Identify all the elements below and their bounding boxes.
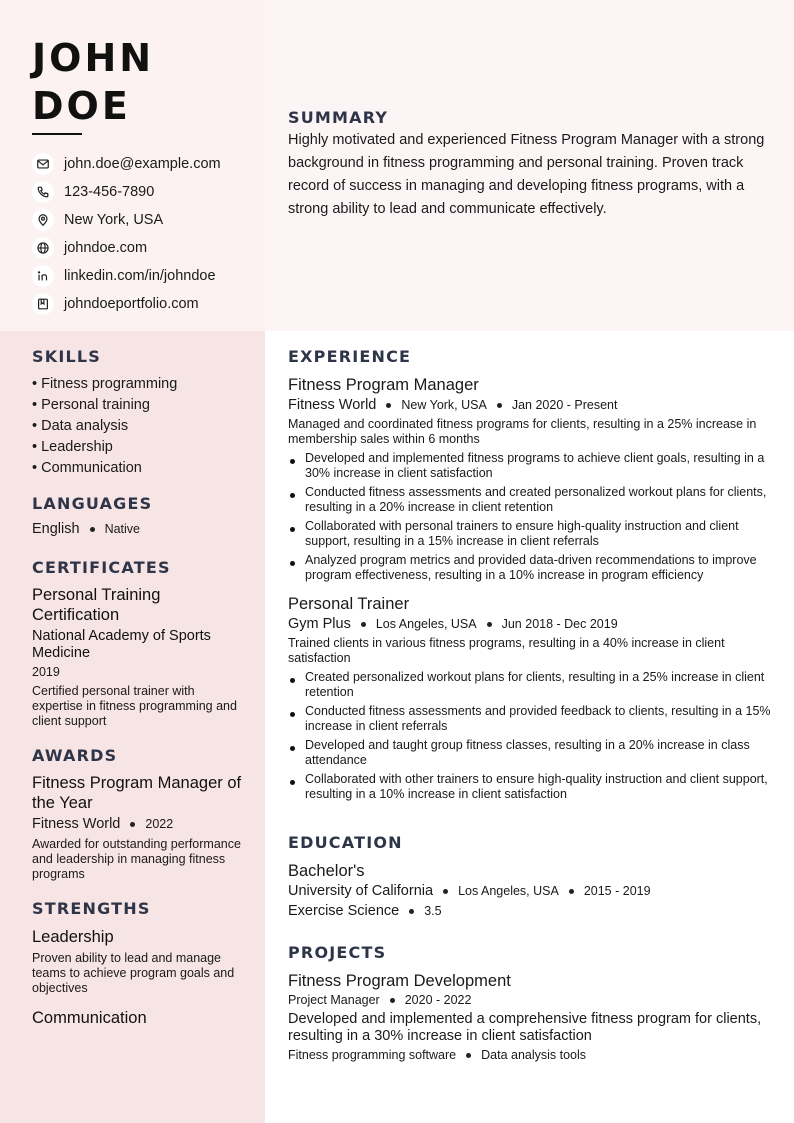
job-company: Gym Plus <box>288 616 351 632</box>
education-field-row <box>288 903 772 919</box>
project-tools <box>288 1048 772 1062</box>
summary-section <box>288 108 772 221</box>
skills-section <box>32 347 242 479</box>
separator-dot <box>466 1053 471 1058</box>
award-meta <box>32 816 242 832</box>
education-section <box>288 833 772 919</box>
project-description: Developed and implemented a comprehensive fitness program for clients, resulting in a 30% increase in client satisfaction <box>288 1011 762 1044</box>
strengths-section <box>32 899 242 1028</box>
project-title: Fitness Program Development <box>288 972 511 990</box>
education-field: Exercise Science <box>288 903 400 919</box>
award-title: Fitness Program Manager of the Year <box>32 774 242 812</box>
languages-heading: LANGUAGES <box>32 494 153 513</box>
project-meta <box>288 993 772 1007</box>
contact-text: john.doe@example.com <box>64 156 221 172</box>
separator-dot <box>487 622 492 627</box>
job-title: Fitness Program Manager <box>288 376 479 394</box>
name-first: JOHN <box>32 36 155 80</box>
language-name: English <box>32 521 80 537</box>
contact-linkedin[interactable] <box>32 262 221 290</box>
job-bullet: Collaborated with other trainers to ensure high-quality instruction and client support, resulting in a 10% increase in client satisfaction <box>288 772 772 802</box>
experience-section <box>288 347 772 806</box>
award-year: 2022 <box>145 817 174 831</box>
contact-list <box>32 150 221 318</box>
job-dates: Jun 2018 - Dec 2019 <box>501 617 618 631</box>
skill-item: • Data analysis <box>32 418 129 434</box>
job-description: Managed and coordinated fitness programs for clients, resulting in a 25% increase in membership sales within 6 months <box>288 417 757 446</box>
certificate-issuer: National Academy of Sports Medicine <box>32 628 211 661</box>
certificate-title: Personal Training Certification <box>32 586 161 624</box>
language-item <box>32 521 242 537</box>
education-meta <box>288 883 772 899</box>
education-school: University of California <box>288 883 434 899</box>
project-dates: 2020 - 2022 <box>404 993 472 1007</box>
job-bullet: Developed and taught group fitness classes, resulting in a 20% increase in class attendance <box>288 738 772 768</box>
contact-phone[interactable] <box>32 178 221 206</box>
separator-dot <box>569 889 574 894</box>
summary-heading: SUMMARY <box>288 108 389 127</box>
skill-item: • Fitness programming <box>32 376 178 392</box>
strength-title: Leadership <box>32 928 114 946</box>
education-location: Los Angeles, USA <box>458 884 559 898</box>
contact-website[interactable] <box>32 234 221 262</box>
contact-text: linkedin.com/in/johndoe <box>64 268 216 284</box>
contact-location <box>32 206 221 234</box>
job-bullet: Collaborated with personal trainers to ensure high-quality instruction and client support, resulting in a 15% increase in client referrals <box>288 519 772 549</box>
awards-section <box>32 746 242 882</box>
experience-heading: EXPERIENCE <box>288 347 412 366</box>
project-role: Project Manager <box>288 993 380 1007</box>
strength-title: Communication <box>32 1009 147 1027</box>
job-location: New York, USA <box>401 398 487 412</box>
mail-icon <box>32 153 54 175</box>
languages-section <box>32 494 242 537</box>
job-description: Trained clients in various fitness programs, resulting in a 40% increase in client satisfaction <box>288 636 725 665</box>
contact-text: johndoeportfolio.com <box>64 296 199 312</box>
skill-item: • Leadership <box>32 439 113 455</box>
skills-heading: SKILLS <box>32 347 101 366</box>
job-bullet: Conducted fitness assessments and created personalized workout plans for clients, resulting in a 20% increase in client retention <box>288 485 772 515</box>
job-bullets <box>288 670 772 802</box>
separator-dot <box>361 622 366 627</box>
strength-description: Proven ability to lead and manage teams to achieve program goals and objectives <box>32 951 235 995</box>
job-location: Los Angeles, USA <box>375 617 477 631</box>
education-degree: Bachelor's <box>288 862 365 880</box>
job-bullet: Developed and implemented fitness programs to achieve client goals, resulting in a 30% increase in client satisfaction <box>288 451 772 481</box>
award-description: Awarded for outstanding performance and leadership in managing fitness programs <box>32 837 241 881</box>
job-meta <box>288 616 772 632</box>
certificates-heading: CERTIFICATES <box>32 558 171 577</box>
job-bullet: Conducted fitness assessments and provided feedback to clients, resulting in a 15% increase in client referrals <box>288 704 772 734</box>
job-company: Fitness World <box>288 397 377 413</box>
job-dates: Jan 2020 - Present <box>511 398 618 412</box>
certificate-year: 2019 <box>32 665 60 679</box>
projects-section <box>288 943 772 1062</box>
job-title: Personal Trainer <box>288 595 410 613</box>
job-entry <box>288 375 772 583</box>
education-heading: EDUCATION <box>288 833 403 852</box>
project-tool: Fitness programming software <box>288 1048 457 1062</box>
award-org: Fitness World <box>32 816 121 832</box>
phone-icon <box>32 181 54 203</box>
contact-text: johndoe.com <box>64 240 148 256</box>
name-last: DOE <box>32 84 131 128</box>
globe-icon <box>32 237 54 259</box>
separator-dot <box>409 909 414 914</box>
skill-item: • Communication <box>32 460 142 476</box>
separator-dot <box>90 527 95 532</box>
separator-dot <box>130 822 135 827</box>
location-pin-icon <box>32 209 54 231</box>
name-divider <box>32 133 82 135</box>
education-gpa: 3.5 <box>424 904 442 918</box>
skill-item: • Personal training <box>32 397 150 413</box>
contact-text: New York, USA <box>64 212 164 228</box>
separator-dot <box>386 403 391 408</box>
linkedin-icon <box>32 265 54 287</box>
contact-email[interactable] <box>32 150 221 178</box>
certificates-section <box>32 558 242 729</box>
job-meta <box>288 397 772 413</box>
summary-text: Highly motivated and experienced Fitness Program Manager with a strong background in fitness programming and personal training. Proven track record of success in managing and developing fitness programs, with a strong ability to lead and communicate effectively. <box>288 132 765 217</box>
skills-list <box>32 374 242 479</box>
education-dates: 2015 - 2019 <box>583 884 651 898</box>
separator-dot <box>443 889 448 894</box>
sidebar-content <box>32 347 242 1028</box>
portfolio-icon <box>32 293 54 315</box>
certificate-description: Certified personal trainer with expertise in fitness programming and client support <box>32 684 237 728</box>
strengths-heading: STRENGTHS <box>32 899 151 918</box>
job-entry <box>288 594 772 802</box>
separator-dot <box>497 403 502 408</box>
job-bullets <box>288 451 772 583</box>
job-bullet: Analyzed program metrics and provided data-driven recommendations to improve program effectiveness, resulting in a 10% increase in program efficiency <box>288 553 772 583</box>
contact-portfolio[interactable] <box>32 290 221 318</box>
awards-heading: AWARDS <box>32 746 118 765</box>
contact-text: 123-456-7890 <box>64 184 155 200</box>
job-bullet: Created personalized workout plans for clients, resulting in a 25% increase in client retention <box>288 670 772 700</box>
projects-heading: PROJECTS <box>288 943 387 962</box>
language-level: Native <box>104 522 140 536</box>
separator-dot <box>390 998 395 1003</box>
candidate-name <box>32 34 154 130</box>
project-tool: Data analysis tools <box>481 1048 587 1062</box>
